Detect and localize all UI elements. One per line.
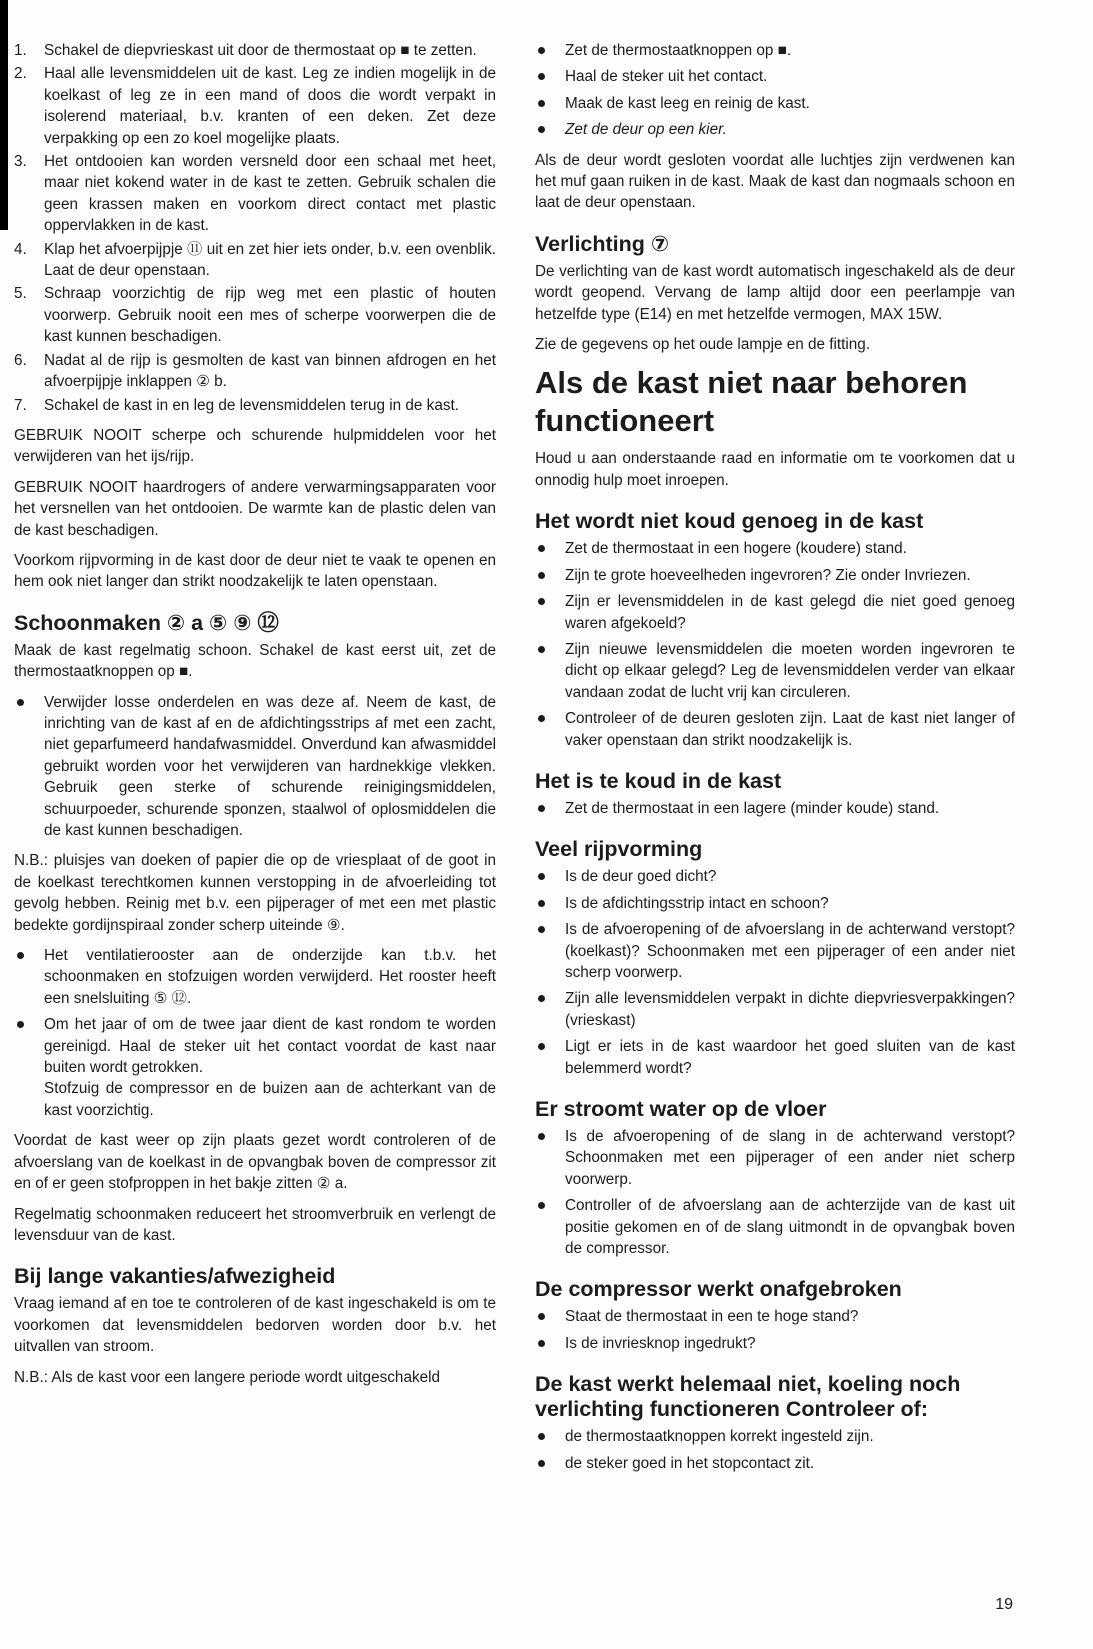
list-item: Haal de steker uit het contact. (535, 66, 1015, 87)
list-item: Het ventilatierooster aan de onderzijde kan t.b.v. het schoonmaken en stofzuigen worden verwijderd. Het rooster heeft een snelsluiting ⑤ ⑫. (14, 945, 496, 1009)
list-item: 4. Klap het afvoerpijpje ⑪ uit en zet hier iets onder, b.v. een ovenblik. Laat de deur openstaan. (14, 240, 496, 280)
niet-koud-bullets (535, 538, 1015, 751)
te-koud-bullets (535, 798, 1015, 819)
list-item: 7. Schakel de kast in en leg de levensmiddelen terug in de kast. (14, 396, 459, 414)
list-item: Staat de thermostaat in een te hoge stand? (535, 1306, 1015, 1327)
chapter-heading: Als de kast niet naar behoren functioneert (535, 365, 968, 439)
section-heading-compressor: De compressor werkt onafgebroken (535, 1277, 902, 1302)
left-column (14, 40, 496, 1397)
section-heading-water: Er stroomt water op de vloer (535, 1097, 827, 1121)
body-paragraph: Vraag iemand af en toe te controleren of de kast ingeschakeld is om te voorkomen dat levensmiddelen bedorven worden door b.v. het uitvallen van stroom. (14, 1295, 496, 1356)
section-intro: Maak de kast regelmatig schoon. Schakel de kast eerst uit, zet de thermostaatknoppen op ■. (14, 641, 496, 681)
list-item: Zijn alle levensmiddelen verpakt in dichte diepvriesverpakkingen? (vrieskast) (535, 988, 1015, 1031)
section-heading-te-koud: Het is te koud in de kast (535, 768, 782, 793)
compressor-bullets (535, 1306, 1015, 1354)
werkt-niet-bullets (535, 1426, 1015, 1474)
list-item: Zet de deur op een kier. (535, 119, 1015, 140)
list-item: 6. Nadat al de rijp is gesmolten de kast van binnen afdrogen en het afvoerpijpje inklappen ② b. (14, 351, 496, 391)
section-heading-niet-koud: Het wordt niet koud genoeg in de kast (535, 509, 924, 534)
list-item: Is de deur goed dicht? (535, 866, 1015, 887)
warning-paragraph: GEBRUIK NOOIT haardrogers of andere verwarmingsapparaten voor het versnellen van het ontdooien. De warmte kan de plastic delen van de kast beschadigen. (14, 478, 496, 539)
body-paragraph: De verlichting van de kast wordt automatisch ingeschakeld als de deur wordt geopend. Vervang de lamp altijd door een peerlampje van hetzelfde type (E14) en met hetzelfde vermogen, MAX 15W. (535, 262, 1015, 323)
note-paragraph: N.B.: Als de kast voor een langere periode wordt uitgeschakeld (14, 1368, 441, 1386)
section-heading-vakantie: Bij lange vakanties/afwezigheid (14, 1264, 336, 1289)
rijp-bullets (535, 866, 1015, 1079)
list-item: Is de afvoeropening of de slang in de achterwand verstopt? Schoonmaken met een pijperager of een ander niet scherp voorwerp. (535, 1126, 1015, 1190)
list-item: 3. Het ontdooien kan worden versneld door een schaal met heet, maar niet kokend water in de kast te zetten. Gebruik schalen die geen krassen maken en voorkom direct contact met plastic oppervlakken in de kast. (14, 153, 496, 235)
list-item: de steker goed in het stopcontact zit. (535, 1453, 1015, 1474)
body-paragraph: Regelmatig schoonmaken reduceert het stroomverbruik en verlengt de levensduur van de kast. (14, 1205, 496, 1244)
body-paragraph: Als de deur wordt gesloten voordat alle luchtjes zijn verdwenen kan het muf gaan ruiken in de kast. Maak de kast dan nogmaals schoon en laat de deur openstaan. (535, 151, 1015, 212)
section-heading-schoonmaken: Schoonmaken ② a ⑤ ⑨ ⑫ (14, 610, 279, 635)
right-column (535, 40, 1015, 1483)
list-item: Verwijder losse onderdelen en was deze af. Neem de kast, de inrichting van de kast af en de afdichtingsstrips af met een zacht, niet geparfumeerd handafwasmiddel. Onverdund kan afwasmiddel gebruikt worden voor het verwijderen van hardnekkige vlekken. Gebruik geen sterke of schurende reinigingsmiddelen, schuurpoeder, schurende sponzen, staalwol of oplosmiddelen die de kast kunnen beschadigen. (14, 692, 496, 842)
section-heading-rijpvorming: Veel rijpvorming (535, 837, 703, 862)
list-item: Is de afdichtingsstrip intact en schoon? (535, 893, 1015, 914)
list-item: Is de afvoeropening of de afvoerslang in de achterwand verstopt? (koelkast)? Schoonmaken met een pijperager of een ander niet scherp voorwerp. (535, 919, 1015, 983)
list-item: 1. Schakel de diepvrieskast uit door de thermostaat op ■ te zetten. (14, 42, 477, 59)
list-item: Zijn nieuwe levensmiddelen die moeten worden ingevroren te dicht op elkaar gelegd? Leg de levensmiddelen verder van elkaar vandaan zodat de lucht vrij kan circuleren. (535, 639, 1015, 703)
cleaning-bullets (14, 692, 496, 842)
list-item: Controleer of de deuren gesloten zijn. Laat de kast niet langer of vaker openstaan dan strikt noodzakelijk is. (535, 708, 1015, 751)
section-heading-werkt-niet: De kast werkt helemaal niet, koeling noch verlichting functioneren Controleer of: (535, 1372, 961, 1422)
list-item: Zet de thermostaat in een lagere (minder koude) stand. (535, 798, 1015, 819)
water-bullets (535, 1126, 1015, 1259)
list-item: de thermostaatknoppen korrekt ingesteld zijn. (535, 1426, 1015, 1447)
list-item: Zet de thermostaatknoppen op ■. (535, 40, 1015, 61)
list-item: Zijn te grote hoeveelheden ingevroren? Zie onder Invriezen. (535, 565, 1015, 586)
list-item: Ligt er iets in de kast waardoor het goed sluiten van de kast belemmerd wordt? (535, 1036, 1015, 1079)
body-paragraph: Zie de gegevens op het oude lampje en de fitting. (535, 336, 871, 354)
list-item: Controller of de afvoerslang aan de achterzijde van de kast uit positie gekomen en of de slang uitmondt in de opvangbak boven de compressor. (535, 1195, 1015, 1259)
advice-paragraph: Voorkom rijpvorming in de kast door de deur niet te vaak te openen en hem ook niet langer dan strikt noodzakelijk te laten openstaan. (14, 551, 496, 591)
list-item: Om het jaar of om de twee jaar dient de kast rondom te worden gereinigd. Haal de steker uit het contact voordat de kast naar buiten wordt getrokken. Stofzuig de compressor en de buizen aan de achterkant van de kast voorzichtig. (14, 1014, 496, 1121)
section-heading-verlichting: Verlichting ⑦ (535, 231, 670, 256)
list-item: Is de invriesknop ingedrukt? (535, 1333, 1015, 1354)
cleaning-bullets-2 (14, 945, 496, 1121)
body-paragraph: Voordat de kast weer op zijn plaats gezet wordt controleren of de afvoerslang van de koelkast in de opvangbak boven de compressor zit en of er geen stofproppen in het bakje zitten ② a. (14, 1132, 496, 1193)
page-number: 19 (995, 1596, 1013, 1613)
binding-edge (0, 0, 8, 230)
list-item: Zijn er levensmiddelen in de kast gelegd die niet goed genoeg waren afgekoeld? (535, 591, 1015, 634)
warning-paragraph: GEBRUIK NOOIT scherpe och schurende hulpmiddelen voor het verwijderen van het ijs/rijp. (14, 426, 496, 466)
note-paragraph: N.B.: pluisjes van doeken of papier die op de vriesplaat of de goot in de koelkast terechtkomen kunnen verstopping in de afvoerleiding tot gevolg hebben. Reinig met b.v. een pijperager of met een met plastic bedekte gordijnspiraal zonder scherp uiteinde ⑨. (14, 852, 496, 934)
list-item: Maak de kast leeg en reinig de kast. (535, 93, 1015, 114)
list-item: 5. Schraap voorzichtig de rijp weg met een plastic of houten voorwerp. Gebruik nooit een mes of scherpe voorwerpen die de kast kunnen beschadigen. (14, 285, 496, 346)
chapter-intro: Houd u aan onderstaande raad en informatie om te voorkomen dat u onnodig hulp moet inroepen. (535, 450, 1015, 489)
defrost-steps (14, 40, 496, 416)
list-item: Zet de thermostaat in een hogere (koudere) stand. (535, 538, 1015, 559)
list-item: 2. Haal alle levensmiddelen uit de kast. Leg ze indien mogelijk in de koelkast of leg ze in een mand of doos die wordt verpakt in isolerend materiaal, b.v. kranten of een deken. Zet deze verpakking op een zo koel mogelijke plaats. (14, 65, 496, 147)
vacation-bullets (535, 40, 1015, 141)
